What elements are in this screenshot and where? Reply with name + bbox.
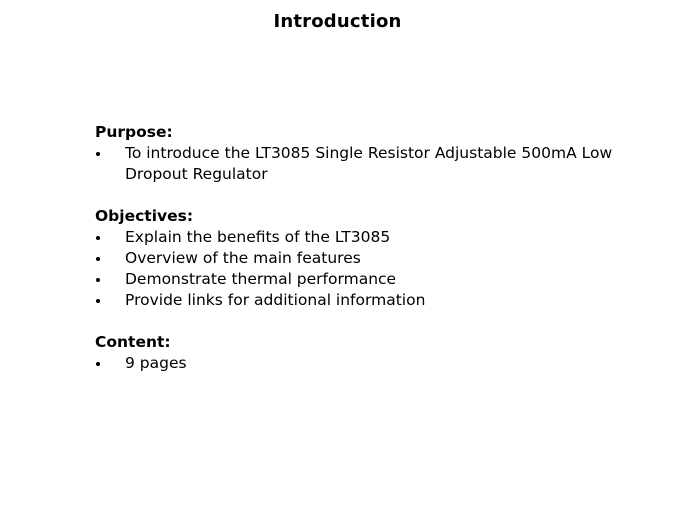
- list-item-text: Explain the benefits of the LT3085: [125, 228, 391, 246]
- content-list: [95, 353, 615, 374]
- list-item-text: 9 pages: [125, 354, 187, 372]
- slide-body: [95, 122, 615, 395]
- list-item-text: Demonstrate thermal performance: [125, 270, 397, 288]
- list-item-text: Provide links for additional information: [125, 291, 426, 309]
- objectives-list: [95, 227, 615, 311]
- purpose-list: [95, 143, 615, 185]
- list-item: [95, 353, 615, 374]
- list-item: [95, 143, 615, 185]
- objectives-section: [95, 206, 615, 311]
- list-item-text: Overview of the main features: [125, 249, 361, 267]
- purpose-heading: Purpose:: [95, 123, 173, 141]
- content-section: [95, 332, 615, 374]
- list-item: [95, 290, 615, 311]
- list-item: [95, 269, 615, 290]
- content-heading: Content:: [95, 333, 171, 351]
- list-item: [95, 227, 615, 248]
- purpose-section: [95, 122, 615, 185]
- slide-title: Introduction: [273, 11, 402, 32]
- list-item-text: To introduce the LT3085 Single Resistor Adjustable 500mA Low Dropout Regulator: [125, 144, 613, 183]
- objectives-heading: Objectives:: [95, 207, 194, 225]
- list-item: [95, 248, 615, 269]
